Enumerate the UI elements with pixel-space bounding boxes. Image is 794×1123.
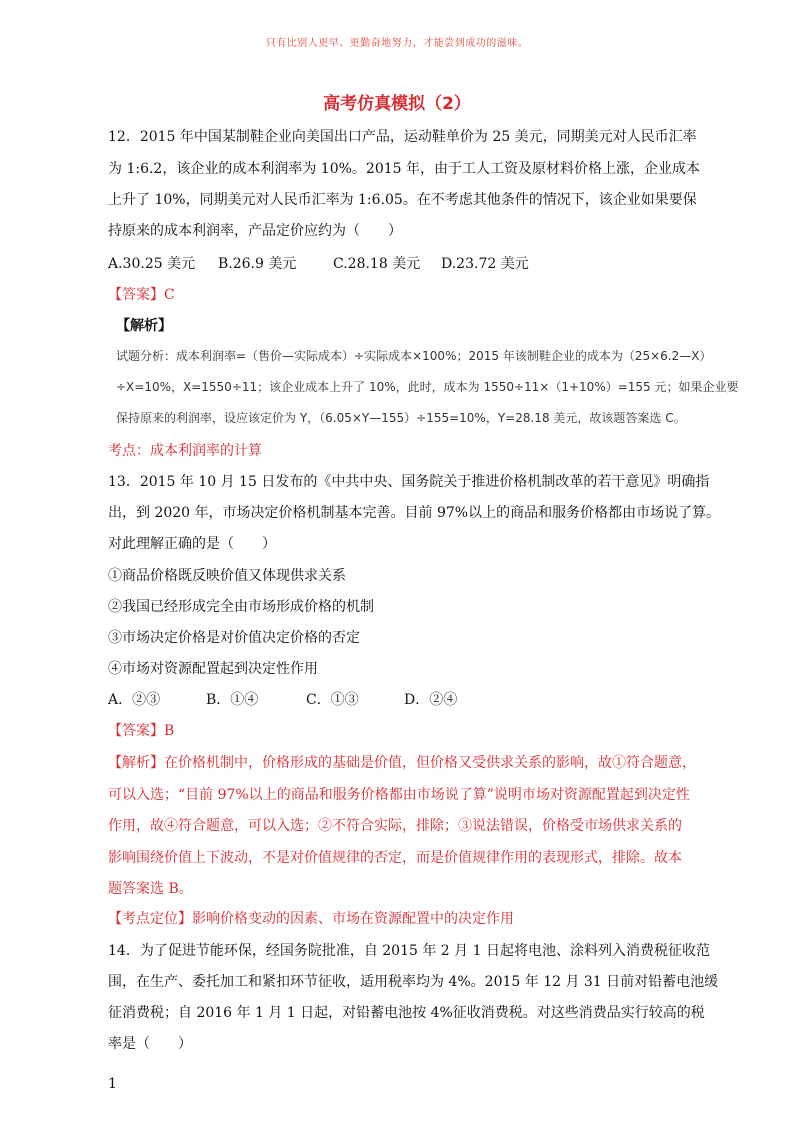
q13-statement-4: ④市场对资源配置起到决定性作用 (108, 661, 318, 677)
q13-option-a: A．②③ (108, 692, 161, 708)
q14-line-2: 围，在生产、委托加工和紧扣环节征收，适用税率均为 4%。2015 年 12 月 31 日前对铅蓄电池缓 (108, 974, 719, 990)
q13-option-b: B．①④ (206, 692, 259, 708)
q13-option-c: C．①③ (306, 692, 359, 708)
document-title: 高考仿真模拟（2） (323, 94, 471, 114)
q12-option-b: B.26.9 美元 (218, 256, 297, 272)
q12-analysis-line-2: ÷X=10%，X=1550÷11；该企业成本上升了 10%，此时，成本为 1550÷11×（1+10%）=155 元；如果企业要 (116, 380, 739, 394)
q13-statement-2: ②我国已经形成完全由市场形成价格的机制 (108, 599, 374, 615)
q13-analysis-line-5: 题答案选 B。 (108, 881, 193, 897)
q12-options (108, 254, 529, 274)
q13-statement-1: ①商品价格既反映价值又体现供求关系 (108, 568, 346, 584)
q13-line-2: 出，到 2020 年，市场决定价格机制基本完善。目前 97%以上的商品和服务价格都由市场说了算。 (108, 505, 721, 521)
q13-statement-3: ③市场决定价格是对价值决定价格的否定 (108, 630, 360, 646)
q12-answer: 【答案】C (108, 287, 175, 303)
q12-option-d: D.23.72 美元 (441, 256, 529, 272)
q13-analysis-line-1: 【解析】在价格机制中，价格形成的基础是价值，但价格又受供求关系的影响，故①符合题意， (108, 755, 696, 771)
q13-analysis-line-4: 影响围绕价值上下波动，不是对价值规律的否定，而是价值规律作用的表现形式，排除。故本 (108, 850, 682, 866)
q13-answer: 【答案】B (108, 723, 175, 739)
q13-line-1: 13．2015 年 10 月 15 日发布的《中共中央、国务院关于推进价格机制改革的若干意见》明确指 (108, 474, 710, 490)
q12-line-2: 为 1:6.2，该企业的成本利润率为 10%。2015 年，由于工人工资及原材料价格上涨，企业成本 (108, 161, 700, 177)
q12-line-3: 上升了 10%，同期美元对人民币汇率为 1:6.05。在不考虑其他条件的情况下，该企业如果要保 (108, 192, 697, 208)
q13-option-d: D．②④ (404, 692, 458, 708)
q12-analysis-line-1: 试题分析：成本利润率=（售价—实际成本）÷实际成本×100%；2015 年该制鞋企业的成本为（25×6.2—X） (116, 349, 712, 363)
q12-line-1: 12．2015 年中国某制鞋企业向美国出口产品，运动鞋单价为 25 美元，同期美元对人民币汇率 (108, 129, 697, 145)
q12-option-c: C.28.18 美元 (333, 256, 421, 272)
q12-analysis-line-3: 保持原来的利润率，设应该定价为 Y，（6.05×Y—155）÷155=10%，Y=28.18 美元，故该题答案选 C。 (116, 411, 686, 425)
q12-analysis-label: 【解析】 (116, 318, 172, 334)
q13-analysis-line-2: 可以入选；“目前 97%以上的商品和服务价格都由市场说了算”说明市场对资源配置起到决定性 (108, 787, 690, 803)
q14-line-1: 14．为了促进节能环保，经国务院批准，自 2015 年 2 月 1 日起将电池、涂料列入消费税征收范 (108, 943, 710, 959)
q13-options (108, 690, 457, 710)
q14-line-4: 率是（ ） (108, 1036, 192, 1052)
q12-line-4: 持原来的成本利润率，产品定价应约为（ ） (108, 223, 402, 239)
q13-analysis-line-3: 作用，故④符合题意，可以入选；②不符合实际，排除；③说法错误，价格受市场供求关系的 (108, 818, 682, 834)
q13-line-3: 对此理解正确的是（ ） (108, 536, 276, 552)
q12-point: 考点：成本利润率的计算 (108, 443, 262, 459)
q12-option-a: A.30.25 美元 (108, 256, 196, 272)
q14-line-3: 征消费税；自 2016 年 1 月 1 日起，对铅蓄电池按 4%征收消费税。对这些消费品实行较高的税 (108, 1005, 705, 1021)
page-number: 1 (108, 1076, 117, 1092)
q13-point: 【考点定位】影响价格变动的因素、市场在资源配置中的决定作用 (108, 911, 514, 927)
page-header-motto: 只有比别人更早、更勤奋地努力，才能尝到成功的滋味。 (265, 38, 529, 49)
